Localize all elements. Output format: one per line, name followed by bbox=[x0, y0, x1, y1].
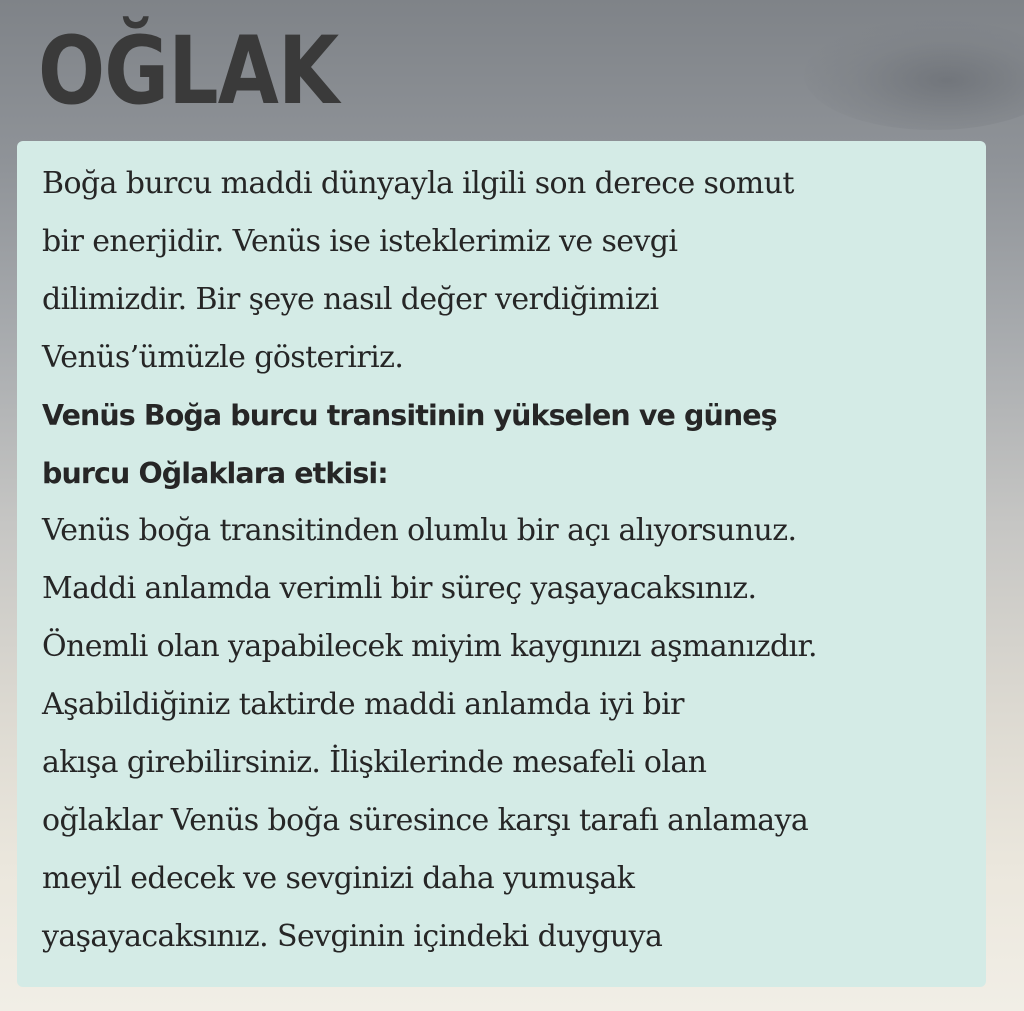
detail-line-8: yaşayacaksınız. Sevginin içindeki duyguya bbox=[42, 918, 663, 954]
page-title: OĞLAK bbox=[38, 17, 339, 126]
detail-line-3: Önemli olan yapabilecek miyim kaygınızı aşmanızdır. bbox=[42, 629, 817, 665]
intro-line-3: dilimizdir. Bir şeye nasıl değer verdiğimizi bbox=[42, 281, 659, 317]
horoscope-text bbox=[42, 155, 966, 966]
intro-line-2: bir enerjidir. Venüs ise isteklerimiz ve sevgi bbox=[42, 223, 678, 259]
background-cloud bbox=[804, 20, 1024, 130]
detail-line-2: Maddi anlamda verimli bir süreç yaşayacaksınız. bbox=[42, 571, 757, 607]
detail-line-7: meyil edecek ve sevginizi daha yumuşak bbox=[42, 860, 635, 896]
detail-line-6: oğlaklar Venüs boğa süresince karşı tarafı anlamaya bbox=[42, 802, 809, 838]
detail-line-1: Venüs boğa transitinden olumlu bir açı alıyorsunuz. bbox=[42, 513, 797, 549]
section-heading-line-2: burcu Oğlaklara etkisi: bbox=[42, 456, 388, 490]
section-heading-line-1: Venüs Boğa burcu transitinin yükselen ve güneş bbox=[42, 398, 777, 432]
horoscope-card bbox=[17, 141, 986, 987]
intro-line-1: Boğa burcu maddi dünyayla ilgili son derece somut bbox=[42, 166, 794, 201]
intro-line-4: Venüs’ümüzle gösteririz. bbox=[42, 339, 404, 375]
detail-line-4: Aşabildiğiniz taktirde maddi anlamda iyi bir bbox=[42, 687, 684, 723]
detail-line-5: akışa girebilirsiniz. İlişkilerinde mesafeli olan bbox=[42, 745, 707, 781]
